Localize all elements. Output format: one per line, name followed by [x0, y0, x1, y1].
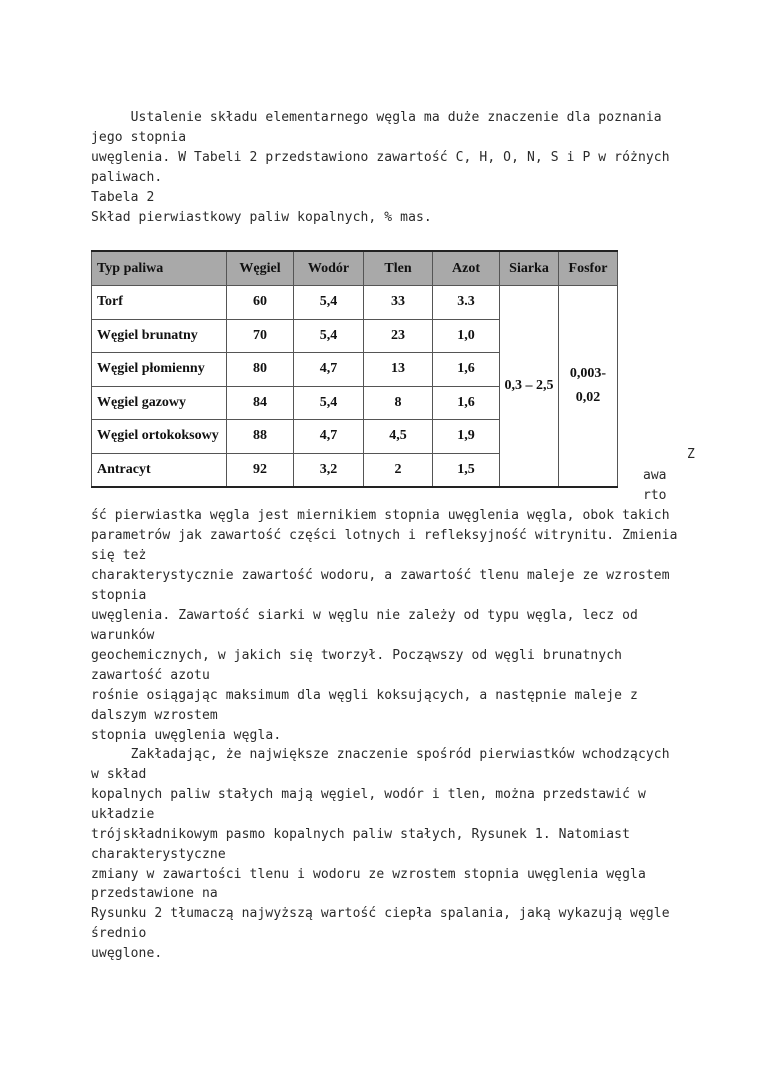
header-cell: Siarka [500, 251, 559, 286]
fuel-type-cell: Torf [92, 286, 227, 320]
header-cell: Węgiel [227, 251, 294, 286]
side-text-fragment: Z [687, 447, 695, 462]
body-line: charakterystyczne [91, 847, 226, 862]
intro-line: paliwach. [91, 170, 163, 185]
header-cell: Typ paliwa [92, 251, 227, 286]
oxygen-cell: 8 [364, 386, 433, 420]
body-line: trójskładnikowym pasmo kopalnych paliw stałych, Rysunek 1. Natomiast [91, 827, 631, 842]
body-line: ść pierwiastka węgla jest miernikiem stopnia uwęglenia węgla, obok takich [91, 508, 670, 523]
intro-line: jego stopnia [91, 130, 187, 145]
fuel-type-cell: Węgiel płomienny [92, 353, 227, 387]
fuel-type-cell: Węgiel brunatny [92, 319, 227, 353]
header-cell: Tlen [364, 251, 433, 286]
table-caption-title: Skład pierwiastkowy paliw kopalnych, % mas. [91, 210, 432, 225]
nitrogen-cell: 1,9 [433, 420, 500, 454]
nitrogen-cell: 1,6 [433, 386, 500, 420]
nitrogen-cell: 1,6 [433, 353, 500, 387]
fuel-composition-table [91, 250, 618, 488]
phosphorus-range-line: 0,003- [569, 366, 607, 381]
body-line: kopalnych paliw stałych mają węgiel, wodór i tlen, można przedstawić w [91, 787, 646, 802]
nitrogen-cell: 1,5 [433, 453, 500, 487]
nitrogen-cell: 1,0 [433, 319, 500, 353]
body-line: stopnia [91, 588, 147, 603]
carbon-cell: 92 [227, 453, 294, 487]
body-line: rośnie osiągając maksimum dla węgli koksujących, a następnie maleje z [91, 688, 638, 703]
body-line: charakterystycznie zawartość wodoru, a zawartość tlenu maleje ze wzrostem [91, 568, 670, 583]
body-line: uwęglenia. Zawartość siarki w węglu nie zależy od typu węgla, lecz od [91, 608, 638, 623]
oxygen-cell: 4,5 [364, 420, 433, 454]
fuel-type-cell: Węgiel gazowy [92, 386, 227, 420]
hydrogen-cell: 4,7 [294, 353, 364, 387]
body-line: dalszym wzrostem [91, 708, 218, 723]
hydrogen-cell: 5,4 [294, 386, 364, 420]
body-line: parametrów jak zawartość części lotnych i refleksyjność witrynitu. Zmienia [91, 528, 678, 543]
body-line: stopnia uwęglenia węgla. [91, 728, 282, 743]
oxygen-cell: 2 [364, 453, 433, 487]
body-line: przedstawione na [91, 886, 218, 901]
oxygen-cell: 23 [364, 319, 433, 353]
carbon-cell: 70 [227, 319, 294, 353]
fuel-type-cell: Węgiel ortokoksowy [92, 420, 227, 454]
fuel-type-cell: Antracyt [92, 453, 227, 487]
body-line: Zakładając, że największe znaczenie spośród pierwiastków wchodzących [91, 747, 670, 762]
oxygen-cell: 13 [364, 353, 433, 387]
body-line: zmiany w zawartości tlenu i wodoru ze wzrostem stopnia uwęglenia węgla [91, 867, 646, 882]
side-text-fragment: rto [643, 488, 667, 503]
table-caption-number: Tabela 2 [91, 190, 155, 205]
sulfur-range: 0,3 – 2,5 [504, 378, 554, 393]
sulfur-merged-cell [500, 286, 559, 488]
body-line: w skład [91, 767, 147, 782]
table-header-row [92, 251, 618, 286]
body-line: warunków [91, 628, 155, 643]
body-line: średnio [91, 926, 147, 941]
header-cell: Fosfor [559, 251, 618, 286]
carbon-cell: 84 [227, 386, 294, 420]
header-cell: Wodór [294, 251, 364, 286]
carbon-cell: 80 [227, 353, 294, 387]
body-line: zawartość azotu [91, 668, 210, 683]
phosphorus-merged-cell [559, 286, 618, 488]
hydrogen-cell: 5,4 [294, 286, 364, 320]
phosphorus-range-line: 0,02 [575, 390, 601, 405]
carbon-cell: 60 [227, 286, 294, 320]
body-line: się też [91, 548, 147, 563]
carbon-cell: 88 [227, 420, 294, 454]
body-line: układzie [91, 807, 155, 822]
side-text-fragment: awa [643, 468, 667, 483]
oxygen-cell: 33 [364, 286, 433, 320]
hydrogen-cell: 4,7 [294, 420, 364, 454]
hydrogen-cell: 3,2 [294, 453, 364, 487]
nitrogen-cell: 3.3 [433, 286, 500, 320]
table-row [92, 286, 618, 320]
body-line: geochemicznych, w jakich się tworzył. Począwszy od węgli brunatnych [91, 648, 623, 663]
body-line: uwęglone. [91, 946, 163, 961]
intro-line: Ustalenie składu elementarnego węgla ma duże znaczenie dla poznania [91, 110, 662, 125]
header-cell: Azot [433, 251, 500, 286]
intro-line: uwęglenia. W Tabeli 2 przedstawiono zawartość C, H, O, N, S i P w różnych [91, 150, 670, 165]
body-line: Rysunku 2 tłumaczą najwyższą wartość ciepła spalania, jaką wykazują węgle [91, 906, 670, 921]
hydrogen-cell: 5,4 [294, 319, 364, 353]
